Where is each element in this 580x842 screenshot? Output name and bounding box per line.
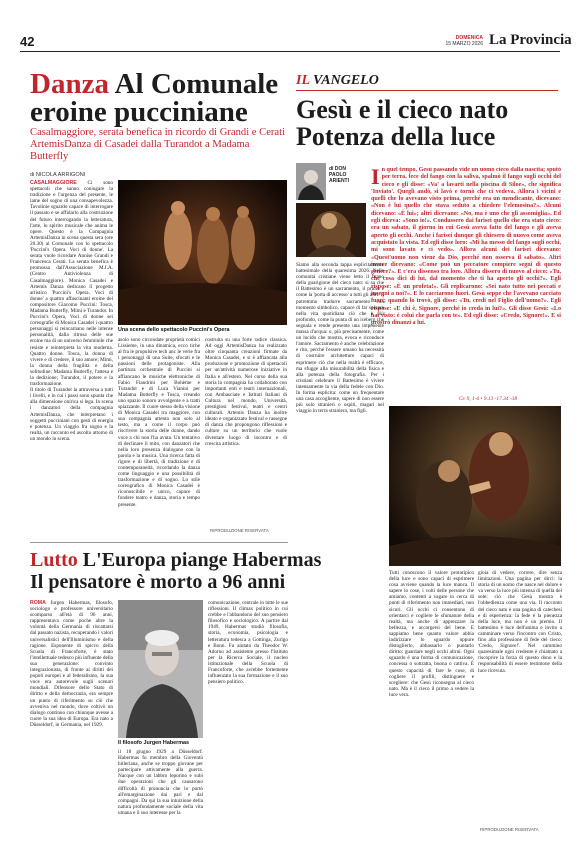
lutto-col1: ROMA Jurgen Habermas, filosofo, sociologo e professore universitario scomparso all'età di 96 anni, rappresentava come poche altre la volontà della Germania di riscattarsi dal passato nazista, recuperando i valori universalistici dell'Illuminismo e della ragione. Esponente di spicco della Scuola di Francoforte, è stato l'intellettuale tedesco più influente della sua generazione: convinto integrazionista, di fronte ai diritti dei popoli europei e al federalismo, la sua voce era autorevole sugli scenari mondiali. Difensore dello Stato di diritto e della democrazia, era sempre un punto di riferimento su ciò che avveniva nel mondo, dove coltivò un dialogo continuo con chiunque avesse a cuore la sua idea di Europa. Era nato a Düsseldorf, in Germania, nel 1929. (30, 600, 113, 728)
painting-image (389, 406, 561, 566)
vangelo-byline: di DON PAOLO ARIENTI (329, 166, 349, 184)
danza-caption: Una scena dello spettacolo Puccini's Opera (118, 327, 230, 333)
gospel-reference: Gv 9, 1-6 • 9.13 -17.34 -38 (459, 396, 518, 402)
vangelo-rule (296, 90, 558, 91)
danza-headline: Danza Al Comunale eroine pucciniane (30, 68, 279, 128)
drop-cap: I (371, 167, 380, 189)
header-day: DOMENICA (455, 35, 483, 41)
vangelo-col2: Tutti conoscono il valore prototipico della luce e sono capaci di esprimere cosa avviene quando la luce manca. Il sapere lo cose, i volti delle persone che amiamo, contenti a vagare in cerca di punti di riferimento non immediati, non sicuri. Gli occhi ci consentono di orientarci e cogliere le sfumature della realtà, ma anche di apprezzare la bellezza, e accorgersi del bene. E sappiamo bene quanto valore abbia indirizzare lo sguardo oppure distoglierlo, abbassarlo o puntarlo diritto: guardare negli occhi altrui. Ogni sguardo è una forma di comunicazione, concessa o sottratta, buona o cattiva. È questo capacità di fare le cose, di cogliere il profili, distinguere e scegliere: che Gesù riconsegna al cieco nato. Ma è il cieco il primo a vedere la luce vera. (389, 570, 474, 698)
author-photo (296, 163, 326, 200)
danza-photo (118, 180, 287, 325)
lutto-headline: Lutto L'Europa piange Habermas Il pensatore è morto a 96 anni (30, 549, 322, 593)
header-date (437, 35, 483, 47)
vangelo-rubric-prefix: IL (296, 73, 310, 88)
vangelo-headline: Gesù e il cieco nato Potenza della luce (296, 95, 509, 151)
vangelo-rubric-word: VANGELO (312, 73, 379, 88)
vangelo-rubric (296, 73, 379, 89)
vangelo-sign: RIPRODUZIONE RISERVATA (480, 827, 539, 832)
vangelo-painting (389, 406, 561, 566)
vangelo-col1: Siamo alla seconda tappa esplicitamente battesimale della quaresima 2026. Nelle comunità cristiane viene letto il brano della guarigione del cieco nato: si sa che il Battesimo è un sacramento, il primo e come la 'porta di accesso' a tutti gli altri. Il potremmo tradurre sacramento con momento simbolico, capace di far sperare nella vita quotidiana ciò che è più profondo, come la punta di un iceberg che segnala e rende presente una imponente massa d'acqua: o, più precisamente, come un lucido che mostra, evoca e riconduce l'amore. Sacramento è anche celebrazione e rito, perché l'essere umano ha necessità di costruire architetture capaci di esprimere ciò che nella realtà è efficace, ma sfugge alla misurabilità della fisica e alla potenza della fotografia. Per i cristiani celebrare il Battesimo è vivere intensamente la via della fedele con Dio. In forma esplicita: come un frequentare una casa accogliente, sapere di non essere più solo stranieri o ospiti, magari nel viaggio in terra straniera, ma figli. (296, 262, 384, 415)
habermas-photo (118, 600, 203, 738)
danza-col2: asolo sono circondate proprietà comici Lissieme, in una dinamica, ecco tiche al fra le propulsive tech anc le verie fra i personaggi di una Suite, sfocati e le passioni delle protagoniste. Alla partitura orchestrale di Puccini si affiancano le musiche elettroniche di Fabio Fiandrini per Bohème e Turandot e di Luca Vianini per Madama Butterfly e Tosca, creando uno spazio sonoro avvolgente e a tratti spiazzante. Il cuore stesso della visione di Monica Casadei tra maggiore, con sua compagnia attenta non solo al testo, ma a come il corpo può riscrivere la storia delle donne, dando voce a chi non l'ha avuta. Un tentativo di declinare il mito, con danzatori che nella loro presenza dialogano con la parola e la musica. Una ricerca fatta di rigore e di libertà, di tradizione e di contemporaneità, ricordando la danza come linguaggio e una possibilità di trasformazione e di sogno. Lo stile coreografico di Monica Casadei è riconoscibile e unico, capace di fondere teatro e danza, storia e tempo presente. (118, 337, 200, 508)
danza-kicker: Danza (30, 68, 109, 100)
lutto-col2: il 18 giugno 1929 a Düsseldorf. Habermas fu membro della Gioventù hitleriana, anche se troppo giovane per partecipare attivamente alla guerra. Nacque con un labbro leporino e subì due operazioni che gli causarono difficoltà di pronuncia che lo portò all'emarginazione dai pari e dal compagni. Da qui la sua intuizione della natura profondamente sociale della vita umana e il suo interesse per la (118, 749, 203, 816)
separator (30, 542, 288, 543)
vangelo-gospel: In quel tempo, Gesù passando vide un uomo cieco dalla nascita; sputò per terra, fece del fango con la saliva, spalmò il fango sugli occhi del cieco e gli disse: «Va' a lavarti nella piscina di Siloe», che significa 'Inviato'. Quegli andò, si lavò e tornò che ci vedeva. Allora i vicini e quelli che lo avevano visto prima, perché era un mendicante, dicevano: «Non è lui quello che stava seduto a chiedere l'elemosina?». Alcuni dicevano: «È lui»; altri dicevano: «No, ma è uno che gli assomiglia». Ed egli diceva: «Sono io!». Condussero dai farisei quello che era stato cieco: era un sabato, il giorno in cui Gesù aveva fatto del fango e gli aveva aperto gli occhi. Anche i farisei dunque gli chiesero di nuovo come aveva acquistato la vista. Ed egli disse loro: «Mi ha messo del fango sugli occhi, mi sono lavato e ci vedo». Allora alcuni dei farisei dicevano: «Quest'uomo non viene da Dio, perché non osserva il sabato». Altri invece dicevano: «Come può un peccatore compiere segni di questo genere?». E c'era dissenso tra loro. Allora dissero di nuovo al cieco: «Tu, che cosa dici di lui, dal momento che ti ha aperto gli occhi?». Egli rispose: «È un profeta!». Gli replicarono: «Sei nato tutto nei peccati e insegni a noi?». E lo cacciarono fuori. Gesù seppe che l'avevano cacciato fuori; quando lo trovò, gli disse: «Tu, credi nel Figlio dell'uomo?». Egli rispose: «E chi è, Signore, perché io creda in lui?». Gli disse Gesù: «Lo hai visto: è colui che parla con te». Ed egli disse: «Credo, Signore!». E si prostrò dinanzi a lui. (371, 167, 561, 327)
vangelo-col3: gioia di vedere, correre, dire senza limitazioni. Una pagina per dirci: la storia di un uomo che nasce nel dolore e va verso la luce più intensa di quella del sole: ciò che Gesù mostra è l'obbedienza come una via. Il racconto del cieco nato è una pagina di catechesi e di esperienza: la fede è la pienezza della luce, ma non è un premio. Il battesimo è luce dell'anima e invito a camminare verso l'incontro con Cristo, fino alla professione di fede del cieco: 'Credo, Signore!'. Nel cammino quaresimale ogni credente è chiamato a riscoprire la forza di questo dono e la responsabilità di essere testimone della luce ricevuta. (478, 570, 562, 674)
danza-sign: RIPRODUZIONE RISERVATA (210, 528, 269, 533)
vangelo-photo-small (296, 203, 366, 257)
danza-col3: costruita su una forte radice classica. Ad oggi ArtemisDanza ha realizzato oltre cinquanta creazioni firmate da Monica Casadei, e si è affiancata alla produzione e promozione di spettacoli per un'attività numerose iniziative in Italia e all'estero. Nel corso della sua storia la compagnia ha collaborato con importanti enti e teatri internazionali, con Ambasciate e Istituti Italiani di Cultura nel mondo, Università, prestigiosi festival, teatri e centri culturali. Artemis Danza ha inoltre ideato e organizzato festival e rassegne di danza che propongono riflessioni e culture su un territorio che vuole diventare luogo di incontro e di crescita artistica. (205, 337, 287, 447)
danza-byline: di NICOLA ARRIGONI (30, 172, 86, 178)
habermas-caption: Il filosofo Jurgen Habermas (118, 740, 189, 746)
painting-icon (296, 203, 366, 257)
lutto-col3: comunicazione, centrale in tutte le sue riflessioni. Il climax politico in cui crebbe e l'abbandono del suo pensiero filosofico e sociologico. A partire dal 1949, Habermas studiò filosofia, storia, economia, psicologia e letteratura tedesca a Gottinga, Zurigo e Bonn. Fu aiutato da Theodor W. Adorno ad assistente presso l'Istituto per la Ricerca Sociale, il nucleo istituzionale della Scuola di Francoforte, che avrebbe fortemente influenzato la sua formazione e il suo pensiero politico. (208, 600, 288, 686)
header-date-value: 15 MARZO 2026 (445, 41, 483, 47)
page-number: 42 (20, 34, 35, 49)
danza-photo-image (118, 180, 287, 325)
danza-col1: CASALMAGGIORE Ci sono spettacoli che sanno coniugare la tradizione e l'urgenza del presente, le lame del sogno di una consapevolezza. Tavolinie sguardo capace di interrogare il passato e se affidarlo alla costruzione del futuro interrogando la letteratura, l'arte, lo spirito musicale che anima le opere. Questo è la Compagnia ArtemisDanza in scena questa sera (ore 20.30) al Comunale con lo spettacolo 'Puccini's Opera. Voci di donne'. La serata vuole ricordare Annise Grandi e Francesca Cerati. La serata benefica è promossa dall'Associazione M.I.A. (Centro Antiviolenza di Casalmaggiore). Monica Casadei e Artemis Danza dedicano il progetto artistico 'Puccini's Opera. Voci di donne' a quattro affascinanti eroine del compositore Giacomo Puccini: Tosca, Madama Butterfly, Mimì e Turandot. In Puccini's Opera, Voci di donne sei coreografie di Monica Casadei i quattro personaggi si reincarnano nelle intense personalità, dalla ritrosa delle sue eroine ma di un universo femminile che resiste e reinterpreta la vita moderna. Quattro donne. Tosca, la donna di vivere e di credere, il suo amore; Mimì, la donna della fragilità e della solitudine; Madama Butterfly, l'attesa e la dedizione; Turandot, il potere e la trasformazione. Il titolo di Turandot la attraversa a tutti i livelli, e in cui i passi sono spunta che alla dimensione onirica si lega. In scena i danzatori della compagnia ArtemisDanza, che interpretano i soggetti pucciniani con gesti di energia e potenza. Un viaggio fra sogno e la realtà, un racconto ed ascolto attorno di un mondo in scena. (30, 180, 113, 442)
header-rule (20, 51, 560, 52)
author-photo-image (296, 163, 326, 200)
habermas-photo-image (118, 600, 203, 738)
danza-subtitle: Casalmaggiore, serata benefica in ricordo di Grandi e Cerati ArtemisDanza di Casadei dalla Turandot a Madama Butterfly (30, 127, 286, 163)
masthead: La Provincia (489, 32, 572, 48)
lutto-kicker: Lutto (30, 549, 78, 571)
